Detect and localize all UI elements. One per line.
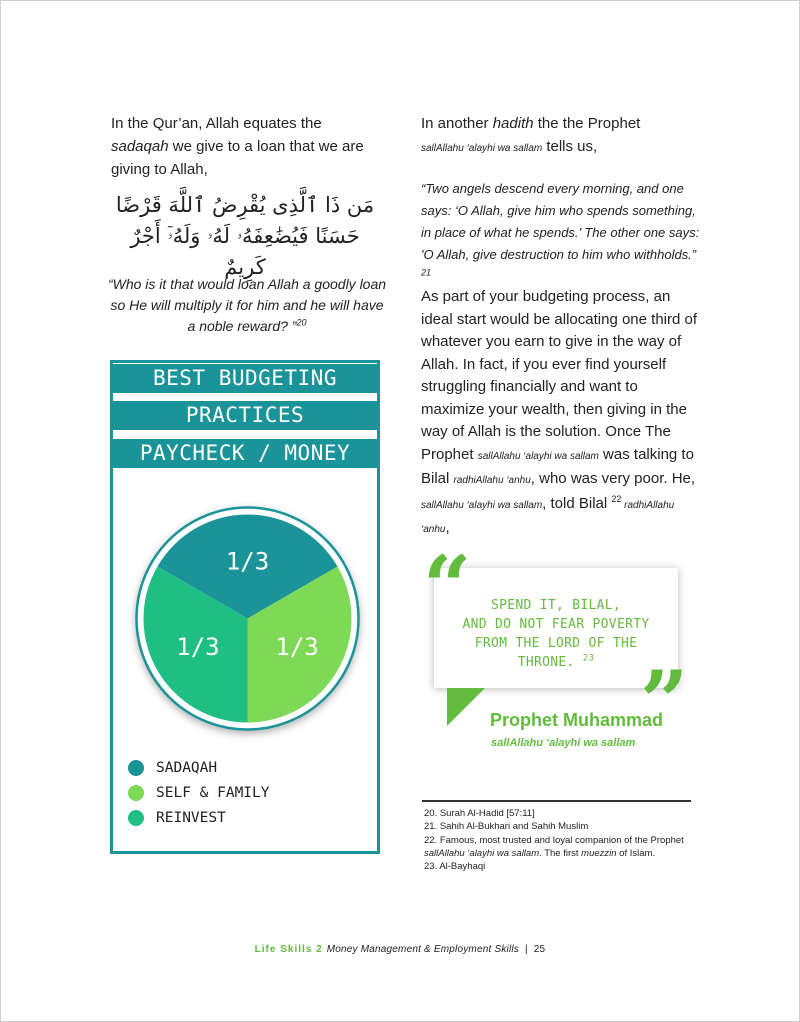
footnotes <box>424 807 694 873</box>
salutation-2: radhiAllahu ‘anhu <box>453 475 531 486</box>
footnote-21: 21. Sahih Al-Bukhari and Sahih Muslim <box>424 821 589 833</box>
legend-item-self-family <box>128 780 270 805</box>
quote-author-salutation: sallAllahu ‘alayhi wa sallam <box>491 737 636 749</box>
pie-chart-svg <box>135 506 360 731</box>
hadith-quote <box>421 178 706 288</box>
intro-text-2: we give to a loan that we are giving to Allah, <box>111 138 364 178</box>
footnote-22-text-3: of Islam. <box>616 847 656 859</box>
salutation-1: sallAllahu ‘alayhi wa sallam <box>477 450 599 462</box>
footnote-22-text-2: . The first <box>539 847 582 859</box>
budget-text-5: , <box>445 519 450 536</box>
hadith-intro <box>421 112 706 160</box>
pie-label-sadaqah: 1/3 <box>225 547 270 576</box>
intro-emphasis: sadaqah <box>111 138 169 155</box>
salutation: sallAllahu ‘alayhi wa sallam <box>421 143 543 154</box>
page-number: 25 <box>533 944 546 955</box>
verse-translation-text: “Who is it that would loan Allah a goodly loan so He will multiply it for him and he will have a noble reward? ” <box>107 276 387 334</box>
footnote-ref-20: 20 <box>296 317 307 328</box>
footnote-23: 23. Al-Bayhaqi <box>424 861 486 873</box>
budgeting-paragraph <box>421 286 701 542</box>
legend-label-sadaqah: SADAQAH <box>156 759 218 776</box>
footnote-22-text-1: 22. Famous, most trusted and loyal companion of the Prophet <box>424 834 684 846</box>
footnote-divider <box>422 800 691 802</box>
intro-paragraph <box>111 112 381 181</box>
footnote-22-emphasis: sallAllahu ‘alayhi wa sallam <box>424 847 540 859</box>
footnote-ref-22: 22 <box>611 493 622 504</box>
quote-tail-shape <box>447 688 485 726</box>
budget-text-4: , told Bilal <box>542 494 612 512</box>
budget-infographic <box>110 360 380 854</box>
legend-item-sadaqah <box>128 755 270 780</box>
legend-dot-reinvest <box>128 810 144 826</box>
open-quote-icon: “ <box>423 537 472 636</box>
footnote-ref-21: 21 <box>421 267 432 278</box>
hadith-intro-text-3: tells us, <box>542 138 598 155</box>
hadith-word: hadith <box>492 115 534 132</box>
legend-item-reinvest <box>128 805 270 830</box>
intro-text-1: In the Qur’an, Allah equates the <box>111 115 322 132</box>
legend <box>128 755 270 830</box>
legend-dot-sadaqah <box>128 760 144 776</box>
footer-subtitle: Money Management & Employment Skills <box>326 944 519 955</box>
salutation-3: sallAllahu ‘alayhi wa sallam <box>421 499 543 511</box>
quote-line-2: AND DO NOT FEAR POVERTY <box>462 617 650 632</box>
page-footer <box>0 944 800 955</box>
footer-separator: | <box>524 944 528 955</box>
verse-translation <box>106 274 388 337</box>
quote-line-4: THRONE. <box>517 655 575 670</box>
footer-brand: Life Skills 2 <box>254 944 323 955</box>
legend-dot-self-family <box>128 785 144 801</box>
budget-text-1: As part of your budgeting process, an ideal start would be allocating one third of whatever you earn to give in the way of Allah. In fact, if you ever find yourself struggling financially and want to maximize your wealth, then giving in the way of Allah is the solution. Once The Prophet <box>421 288 698 463</box>
footnote-ref-23: 23 <box>582 653 595 664</box>
budget-text-3: , who was very poor. He, <box>530 470 696 487</box>
quote-author: Prophet Muhammad <box>490 710 664 730</box>
budget-text-2: was talking to Bilal <box>421 445 694 487</box>
quote-line-3: FROM THE LORD OF THE <box>474 636 638 651</box>
arabic-verse <box>110 190 380 283</box>
quote-line-1: SPEND IT, BILAL, <box>490 598 622 613</box>
hadith-intro-text-2: the the Prophet <box>533 115 641 132</box>
arabic-verse-line-2: حَسَنًا فَيُضَٰعِفَهُۥ لَهُۥ وَلَهُۥٓ أَجْرٌ كَرِيمٌ <box>130 224 360 279</box>
pie-label-reinvest: 1/3 <box>176 633 220 662</box>
hadith-quote-text: “Two angels descend every morning, and one says: ‘O Allah, give him who spends something, in place of what he spends.’ The other one says: 'O Allah, give destruction to him who withholds.” <box>421 181 700 262</box>
infographic-title-2: PRACTICES <box>113 401 377 430</box>
footnote-20: 20. Surah Al-Hadid [57:11] <box>424 808 535 819</box>
hadith-intro-text-1: In another <box>421 115 493 132</box>
pie-label-self-family: 1/3 <box>275 633 319 662</box>
footnote-22-emphasis-2: muezzin <box>581 847 617 859</box>
legend-label-self-family: SELF & FAMILY <box>156 784 270 801</box>
legend-label-reinvest: REINVEST <box>156 809 226 826</box>
salutation-4: radhiAllahu ‘anhu <box>421 499 675 535</box>
footnote-22 <box>424 834 694 861</box>
pie-chart <box>135 506 360 731</box>
infographic-title-3: PAYCHECK / MONEY <box>113 439 377 468</box>
arabic-verse-line-1: مَن ذَا ٱلَّذِى يُقْرِضُ ٱللَّهَ قَرْضًا <box>115 193 375 217</box>
close-quote-icon: ” <box>640 652 689 751</box>
infographic-title-1: BEST BUDGETING <box>113 364 377 393</box>
